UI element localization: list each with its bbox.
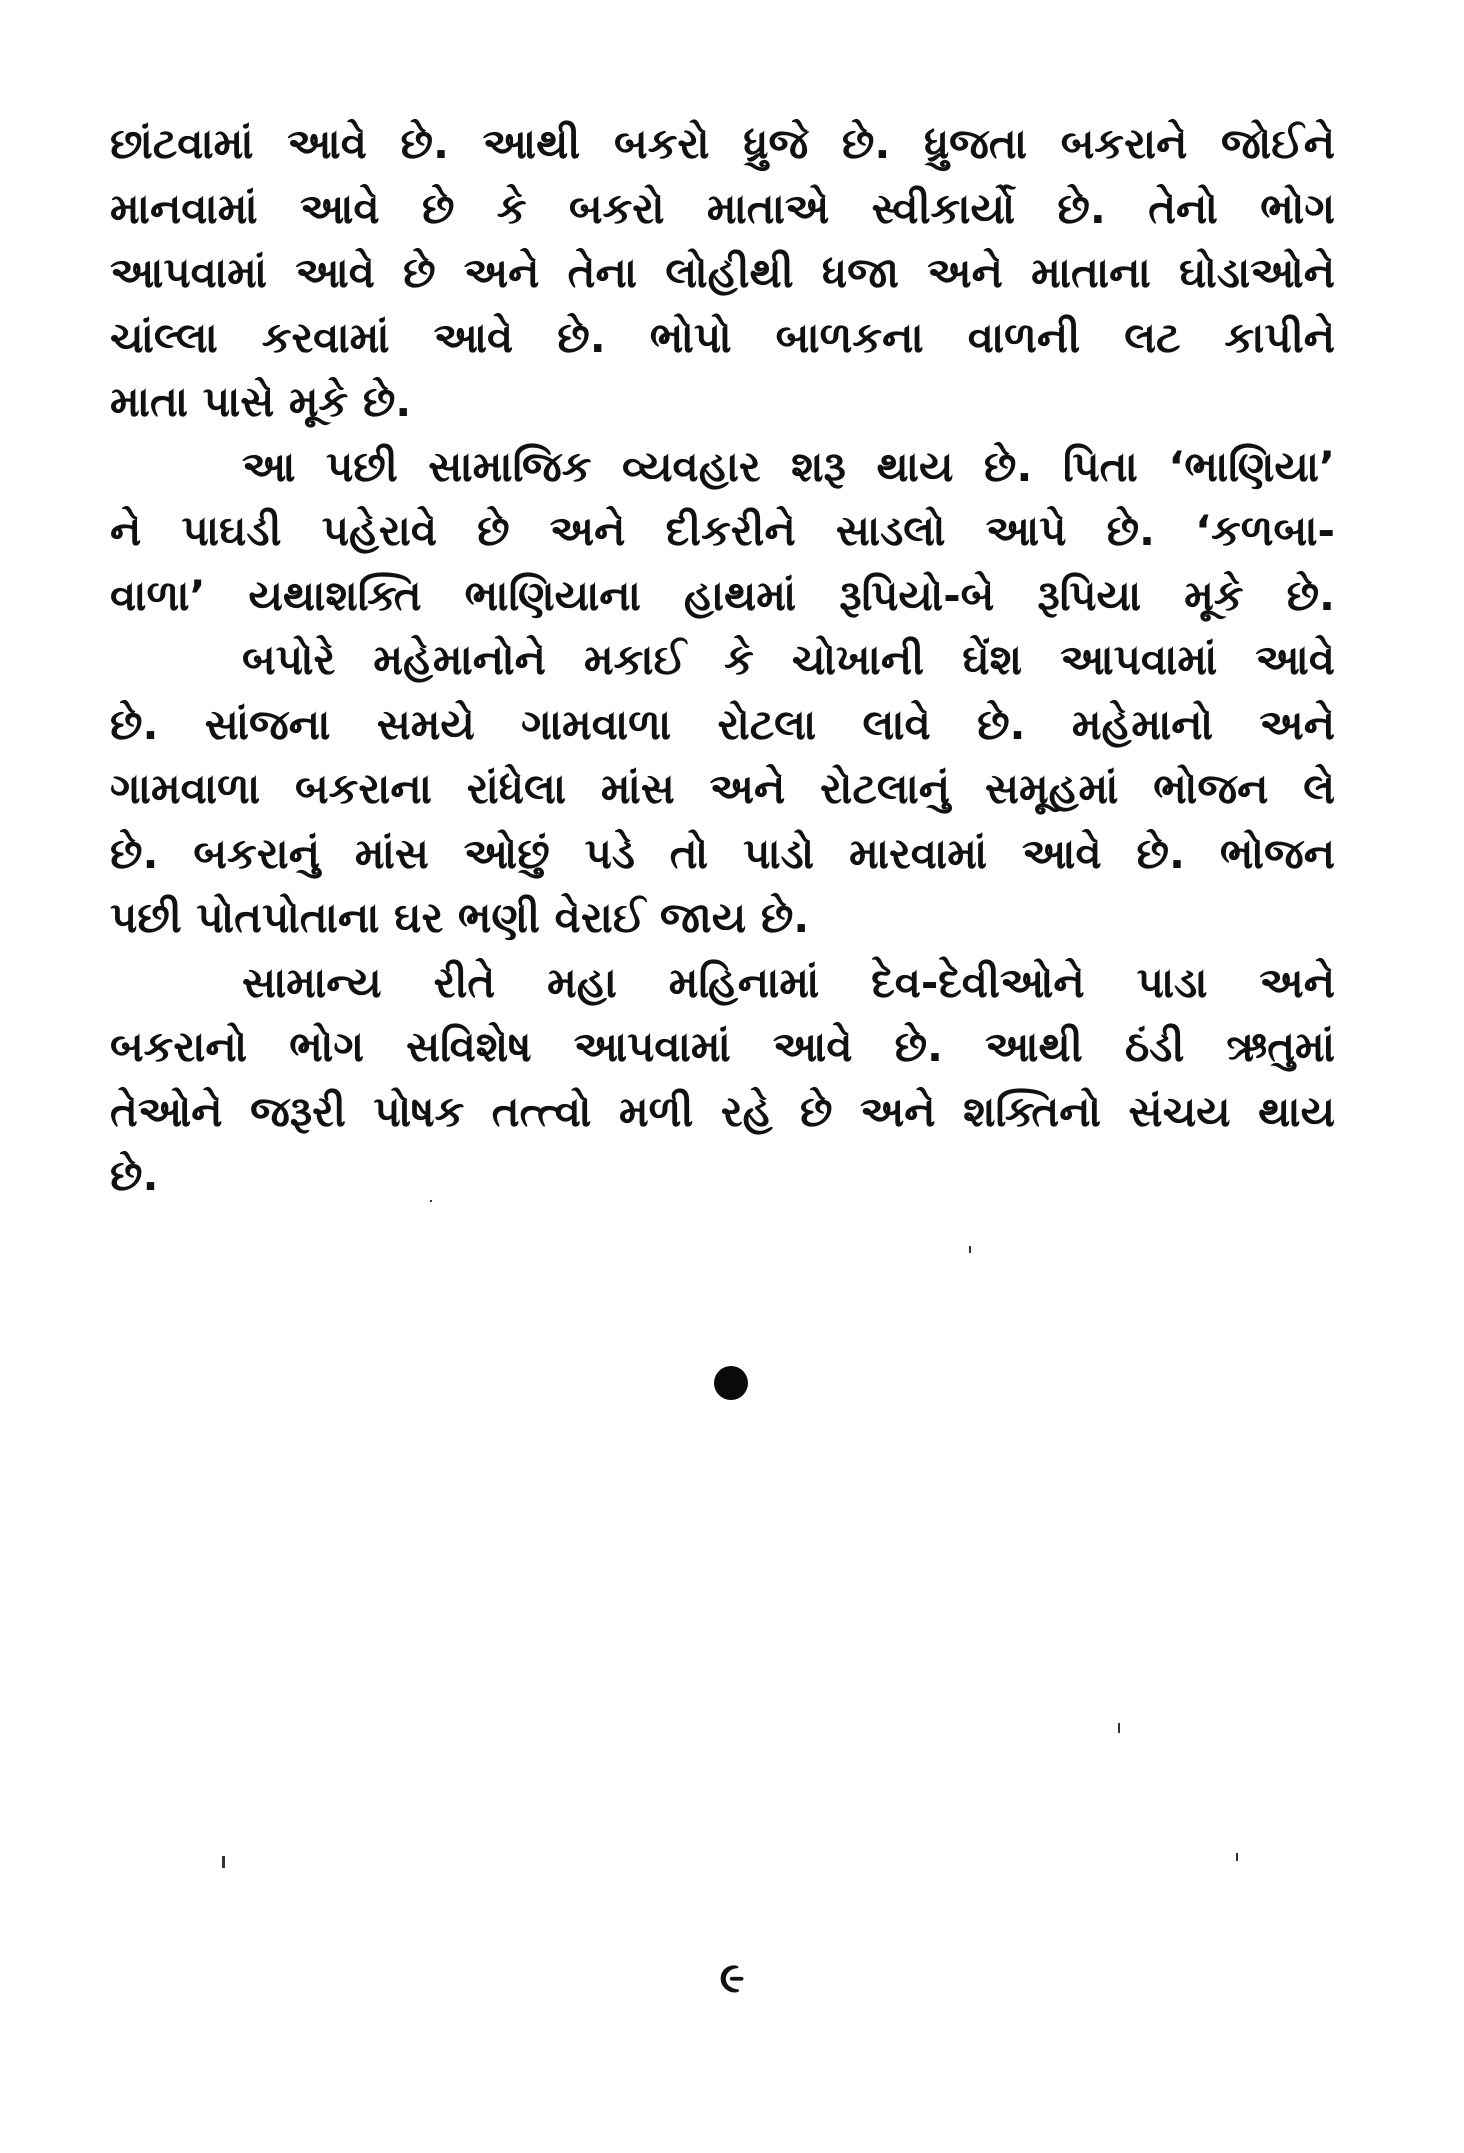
text-line: છે. સાંજના સમયે ગામવાળા રોટલા લાવે છે. મહેમાનો અને — [110, 699, 1335, 749]
text-line: ને પાઘડી પહેરાવે છે અને દીકરીને સાડલો આપે છે. ‘કળબા- — [110, 506, 1335, 555]
text-line: છાંટવામાં આવે છે. આથી બકરો ધ્રુજે છે. ધ્રુજતા બકરાને જોઈને — [110, 119, 1335, 168]
paragraph-first-line: બપોરે મહેમાનોને મકાઈ કે ચોખાની ઘેંશ આપવામાં આવે — [242, 635, 1335, 684]
paragraph-first-line: સામાન્ય રીતે મહા મહિનામાં દેવ-દેવીઓને પાડા અને — [242, 957, 1335, 1007]
text-line: માતા પાસે મૂકે છે. — [110, 377, 412, 426]
section-separator-dot — [714, 1366, 748, 1400]
scan-speck — [969, 1246, 971, 1253]
scan-speck — [222, 1856, 225, 1868]
scan-speck — [1236, 1853, 1238, 1861]
text-line: ચાંલ્લા કરવામાં આવે છે. ભોપો બાળકના વાળની લટ કાપીને — [110, 312, 1335, 362]
text-line: છે. બકરાનું માંસ ઓછું પડે તો પાડો મારવામાં આવે છે. ભોજન — [110, 828, 1335, 878]
text-line: ગામવાળા બકરાના રાંધેલા માંસ અને રોટલાનું સમૂહમાં ભોજન લે — [110, 764, 1335, 813]
text-line: બકરાનો ભોગ સવિશેષ આપવામાં આવે છે. આથી ઠંડી ઋતુમાં — [110, 1022, 1335, 1071]
body-text — [110, 112, 1335, 1209]
text-line: વાળા’ યથાશક્તિ ભાણિયાના હાથમાં રૂપિયો-બે રૂપિયા મૂકે છે. — [110, 570, 1335, 620]
scan-speck — [430, 1200, 432, 1202]
text-line: આપવામાં આવે છે અને તેના લોહીથી ધજા અને માતાના ઘોડાઓને — [110, 248, 1335, 297]
scan-speck — [1118, 1723, 1120, 1733]
page-number: ૯ — [719, 1953, 745, 2002]
text-line: તેઓને જરૂરી પોષક તત્ત્વો મળી રહે છે અને શક્તિનો સંચય થાય — [110, 1086, 1335, 1136]
paragraph-first-line: આ પછી સામાજિક વ્યવહાર શરૂ થાય છે. પિતા ‘ભાણિયા’ — [242, 441, 1335, 491]
text-line: માનવામાં આવે છે કે બકરો માતાએ સ્વીકાર્યો છે. તેનો ભોગ — [110, 183, 1335, 233]
text-line: પછી પોતપોતાના ઘર ભણી વેરાઈ જાય છે. — [110, 893, 810, 942]
text-line: છે. — [110, 1151, 159, 1200]
